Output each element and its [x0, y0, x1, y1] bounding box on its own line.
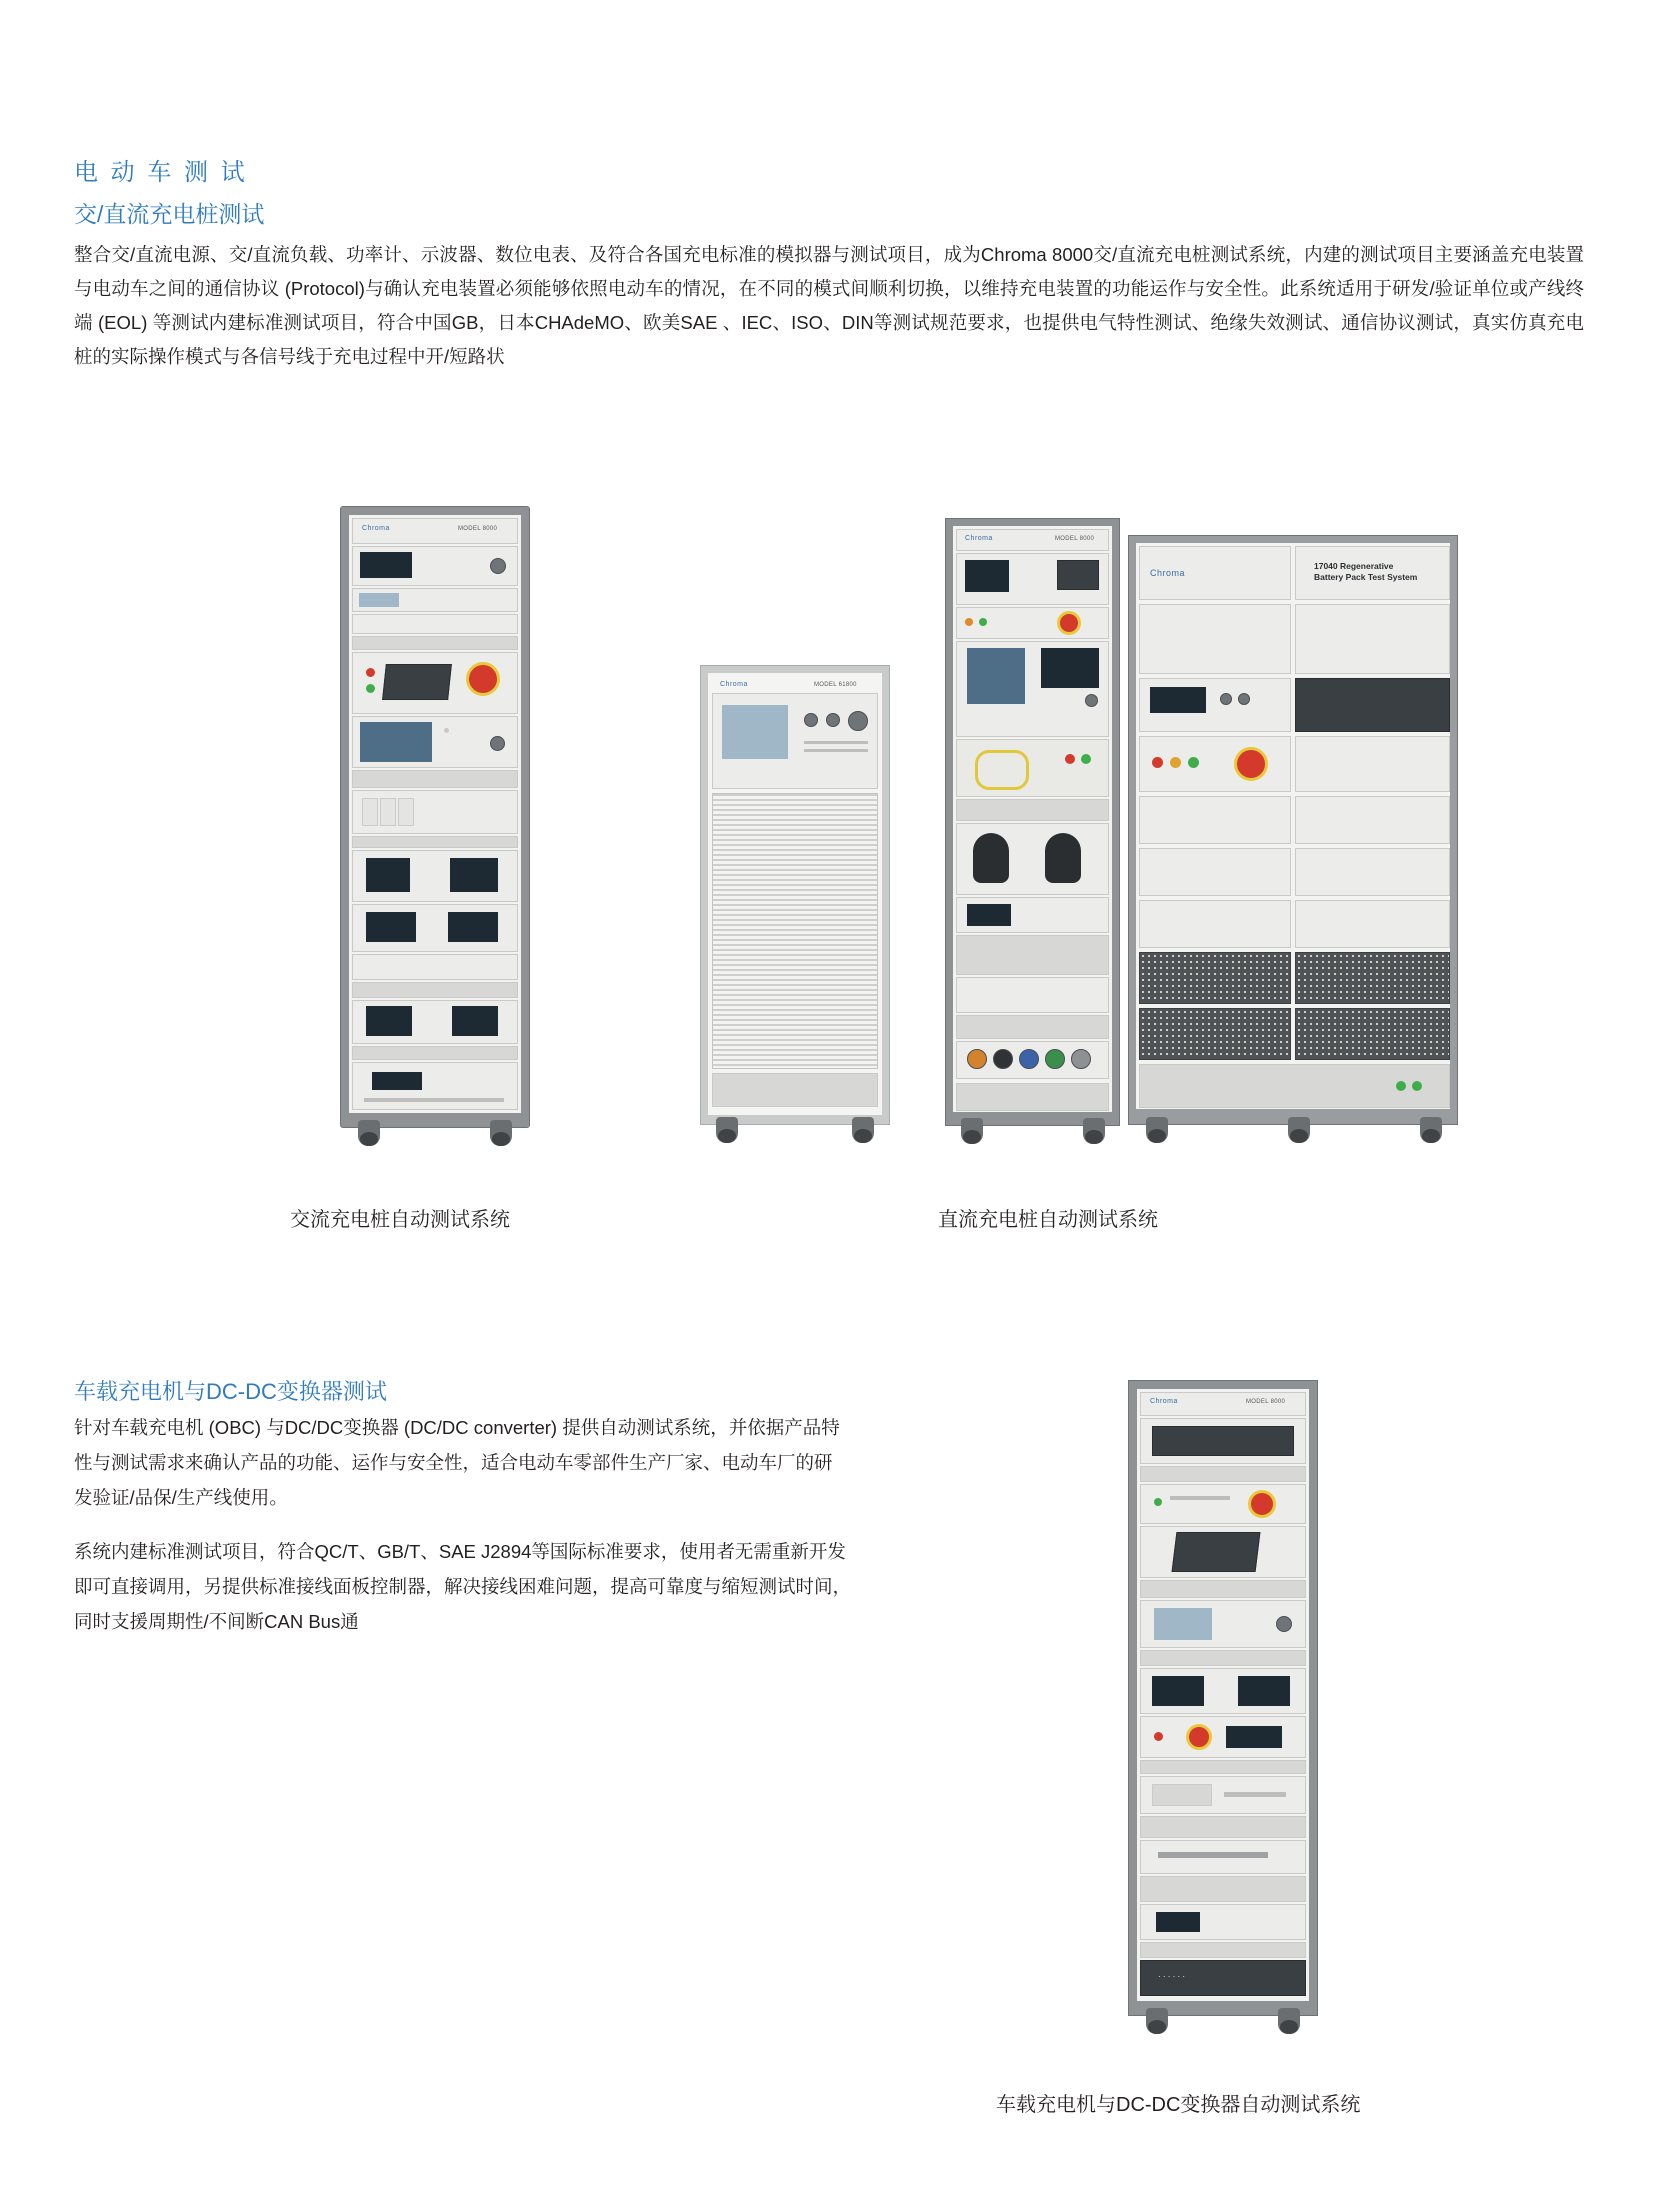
status-led-green	[366, 684, 375, 693]
dc-emergency-stop[interactable]	[1057, 611, 1081, 635]
power-module-2-display-2	[448, 912, 498, 942]
dc-caster-left	[961, 1118, 983, 1144]
dc-module-2	[956, 977, 1109, 1013]
obc-control-panel	[1140, 1484, 1306, 1524]
dc-blank-1	[956, 799, 1109, 821]
bt-drawer-3	[1139, 848, 1291, 896]
paragraph-3-block	[74, 1534, 864, 1639]
bt-brand-label: Chroma	[1150, 568, 1186, 578]
caption-obc-system: 车载充电机与DC-DC变换器自动测试系统	[996, 2094, 1361, 2116]
bt-drawer-5	[1139, 900, 1291, 948]
emergency-stop-button[interactable]	[466, 662, 500, 696]
instrument-1-display	[360, 552, 412, 578]
bt-base-led-1	[1396, 1081, 1406, 1091]
status-led-red	[366, 668, 375, 677]
dc-blank-3	[956, 1015, 1109, 1039]
obc-bottom-label: · · · · · ·	[1158, 1972, 1186, 1981]
bt-module-3	[1295, 736, 1450, 792]
obc-blank-1	[1140, 1466, 1306, 1482]
source-knob-1	[804, 713, 818, 727]
source-keypad-row-1	[804, 741, 868, 744]
obc-instrument-1-display	[1154, 1608, 1212, 1640]
obc-display-screen	[1172, 1532, 1261, 1572]
instrument-1-knob	[490, 558, 506, 574]
dc-cable-coil-yellow	[975, 750, 1029, 790]
dc-connector-holder-1	[973, 833, 1009, 883]
model-label: MODEL 8000	[458, 526, 498, 532]
caption-dc-system: 直流充电桩自动测试系统	[938, 1209, 1158, 1231]
bt-black-panel	[1295, 678, 1450, 732]
dc-brand-label: Chroma	[965, 535, 993, 542]
bt-led-green	[1188, 757, 1199, 768]
power-module-1-display-2	[450, 858, 498, 892]
dc-socket-black	[993, 1049, 1013, 1069]
blank-panel-3	[352, 836, 518, 848]
obc-blank-2	[1140, 1580, 1306, 1598]
bt-led-amber	[1170, 757, 1181, 768]
bt-drawer-2	[1295, 796, 1450, 844]
bt-emergency-stop[interactable]	[1234, 747, 1268, 781]
brand-label: Chroma	[362, 525, 390, 532]
dc-socket-orange	[967, 1049, 987, 1069]
obc-source-led	[1154, 1732, 1163, 1741]
dc-socket-green	[1045, 1049, 1065, 1069]
dc-instrument-1-display	[965, 560, 1009, 592]
dc-scope-screen	[1041, 648, 1099, 688]
source-knob-2	[826, 713, 840, 727]
obc-switch-row	[1170, 1496, 1230, 1500]
bt-drawer-4	[1295, 848, 1450, 896]
bt-title-line-1: 17040 Regenerative	[1314, 561, 1394, 571]
obc-connector-block	[1152, 1784, 1212, 1806]
oscilloscope-knob	[490, 736, 505, 751]
blank-panel-4	[352, 982, 518, 998]
caster-right	[490, 1120, 512, 1146]
blank-panel-1	[352, 636, 518, 650]
source-display	[722, 705, 788, 759]
dc-model-label: MODEL 8000	[1055, 536, 1095, 542]
battery-pack-test-system	[1128, 535, 1458, 1147]
paragraph-1-block	[74, 238, 1584, 374]
instrument-2-display	[359, 593, 399, 607]
obc-brand-label: Chroma	[1150, 1398, 1178, 1405]
instrument-3	[352, 614, 518, 634]
obc-blank-4	[1140, 1760, 1306, 1774]
obc-instrument-2-display-2	[1238, 1676, 1290, 1706]
bottom-controller-bar	[364, 1098, 504, 1102]
bt-drawer-1	[1139, 796, 1291, 844]
caption-ac-system: 交流充电桩自动测试系统	[290, 1209, 510, 1231]
power-module-2-display	[366, 912, 416, 942]
oscilloscope-led	[444, 728, 449, 733]
caster-left	[358, 1120, 380, 1146]
bt-base-led-2	[1412, 1081, 1422, 1091]
bt-caster-mid	[1288, 1117, 1310, 1143]
relay-slot-1	[362, 798, 378, 826]
dc-hmi-screen[interactable]	[967, 648, 1025, 704]
source-brand-label: Chroma	[720, 681, 748, 688]
source-keypad-row-2	[804, 749, 868, 752]
dc-base-panel	[956, 1083, 1109, 1111]
paragraph-2: 针对车载充电机 (OBC) 与DC/DC变换器 (DC/DC converter) 提供自动测试系统，并依据产品特性与测试需求来确认产品的功能、运作与安全性，适合电动车零部件生产厂家、电动车厂的研发验证/品保/生产线使用。	[74, 1417, 840, 1508]
obc-source-display	[1226, 1726, 1282, 1748]
power-module-1-display	[366, 858, 410, 892]
dc-module-1-display	[967, 904, 1011, 926]
obc-caster-left	[1146, 2008, 1168, 2034]
obc-instrument-1-knob	[1276, 1616, 1292, 1632]
subsection-1-title: 交/直流充电桩测试	[74, 201, 265, 227]
section-title: 电 动 车 测 试	[74, 159, 248, 186]
bt-mesh-2	[1295, 952, 1450, 1004]
source-base-panel	[712, 1073, 878, 1107]
bt-controller-display	[1150, 687, 1206, 713]
blank-panel-5	[352, 1046, 518, 1060]
dc-socket-gray	[1071, 1049, 1091, 1069]
bt-module-2	[1295, 604, 1450, 674]
bt-controller-knob-1	[1220, 693, 1232, 705]
bt-led-red	[1152, 757, 1163, 768]
dc-scope-knob	[1085, 694, 1098, 707]
obc-dcdc-test-rack	[1128, 1380, 1318, 2040]
subsection-2-title: 车载充电机与DC-DC变换器测试	[74, 1379, 387, 1404]
paragraph-1: 整合交/直流电源、交/直流负载、功率计、示波器、数位电表、及符合各国充电标准的模拟器与测试项目，成为Chroma 8000交/直流充电桩测试系统，内建的测试项目主要涵盖充电装置与电动车之间的通信协议 (Protocol)与确认充电装置必须能够依照电动车的情况，在不同的模式间顺利切换，以维持充电装置的功能运作与安全性。此系统适用于研发/验证单位或产线终端 (EOL) 等测试内建标准测试项目，符合中国GB，日本CHAdeMO、欧美SAE 、IEC、ISO、DIN等测试规范要求，也提供电气特性测试、绝缘失效测试、通信协议测试，真实仿真充电桩的实际操作模式与各信号线于充电过程中开/短路状	[74, 244, 1584, 367]
blank-panel-2	[352, 770, 518, 788]
source-knob-main	[848, 711, 868, 731]
obc-module-1-display	[1152, 1426, 1294, 1456]
source-ventilation	[712, 793, 878, 1069]
bt-mesh-1	[1139, 952, 1291, 1004]
obc-caster-right	[1278, 2008, 1300, 2034]
dc-socket-blue	[1019, 1049, 1039, 1069]
paragraph-2-block	[74, 1410, 849, 1515]
bt-drawer-6	[1295, 900, 1450, 948]
bt-mesh-3	[1139, 1008, 1291, 1060]
bt-title-line-2: Battery Pack Test System	[1314, 572, 1418, 582]
dc-charging-test-rack	[945, 518, 1120, 1148]
relay-slot-2	[380, 798, 396, 826]
obc-connector-row	[1224, 1792, 1286, 1797]
bt-caster-right	[1420, 1117, 1442, 1143]
bt-module-1	[1139, 604, 1291, 674]
source-model-label: MODEL 61800	[814, 682, 857, 688]
obc-module-5-display	[1156, 1912, 1200, 1932]
paragraph-3: 系统内建标准测试项目，符合QC/T、GB/T、SAE J2894等国际标准要求，使用者无需重新开发即可直接调用，另提供标准接线面板控制器，解决接线困难问题，提高可靠度与缩短测试时间，同时支援周期性/不间断CAN Bus通	[74, 1541, 852, 1632]
obc-blank-5	[1140, 1816, 1306, 1838]
obc-led-green	[1154, 1498, 1162, 1506]
obc-module-4-bar	[1158, 1852, 1268, 1858]
obc-blank-7	[1140, 1942, 1306, 1958]
dc-led-green	[979, 618, 987, 626]
obc-source-stop[interactable]	[1186, 1724, 1212, 1750]
dc-led-red	[1065, 754, 1075, 764]
dc-connector-holder-2	[1045, 833, 1081, 883]
bt-mesh-4	[1295, 1008, 1450, 1060]
obc-emergency-stop[interactable]	[1248, 1490, 1276, 1518]
obc-blank-6	[1140, 1876, 1306, 1902]
bottom-controller-display	[372, 1072, 422, 1090]
load-module-1-display-2	[452, 1006, 498, 1036]
oscilloscope-screen	[360, 722, 432, 762]
dc-instrument-1-panel	[1057, 560, 1099, 590]
dc-led-amber	[965, 618, 973, 626]
dc-led-green-2	[1081, 754, 1091, 764]
source-caster-left	[716, 1117, 738, 1143]
source-caster-right	[852, 1117, 874, 1143]
ac-charging-test-rack	[340, 506, 530, 1146]
control-panel-display	[382, 664, 452, 700]
bt-caster-left	[1146, 1117, 1168, 1143]
obc-model-label: MODEL 8000	[1246, 1399, 1286, 1405]
programmable-ac-source	[700, 665, 890, 1147]
obc-instrument-2-display	[1152, 1676, 1204, 1706]
dc-blank-2	[956, 935, 1109, 975]
relay-slot-3	[398, 798, 414, 826]
obc-blank-3	[1140, 1650, 1306, 1666]
load-module-1-display	[366, 1006, 412, 1036]
bt-controller-knob-2	[1238, 693, 1250, 705]
power-module-3	[352, 954, 518, 980]
dc-caster-right	[1083, 1118, 1105, 1144]
